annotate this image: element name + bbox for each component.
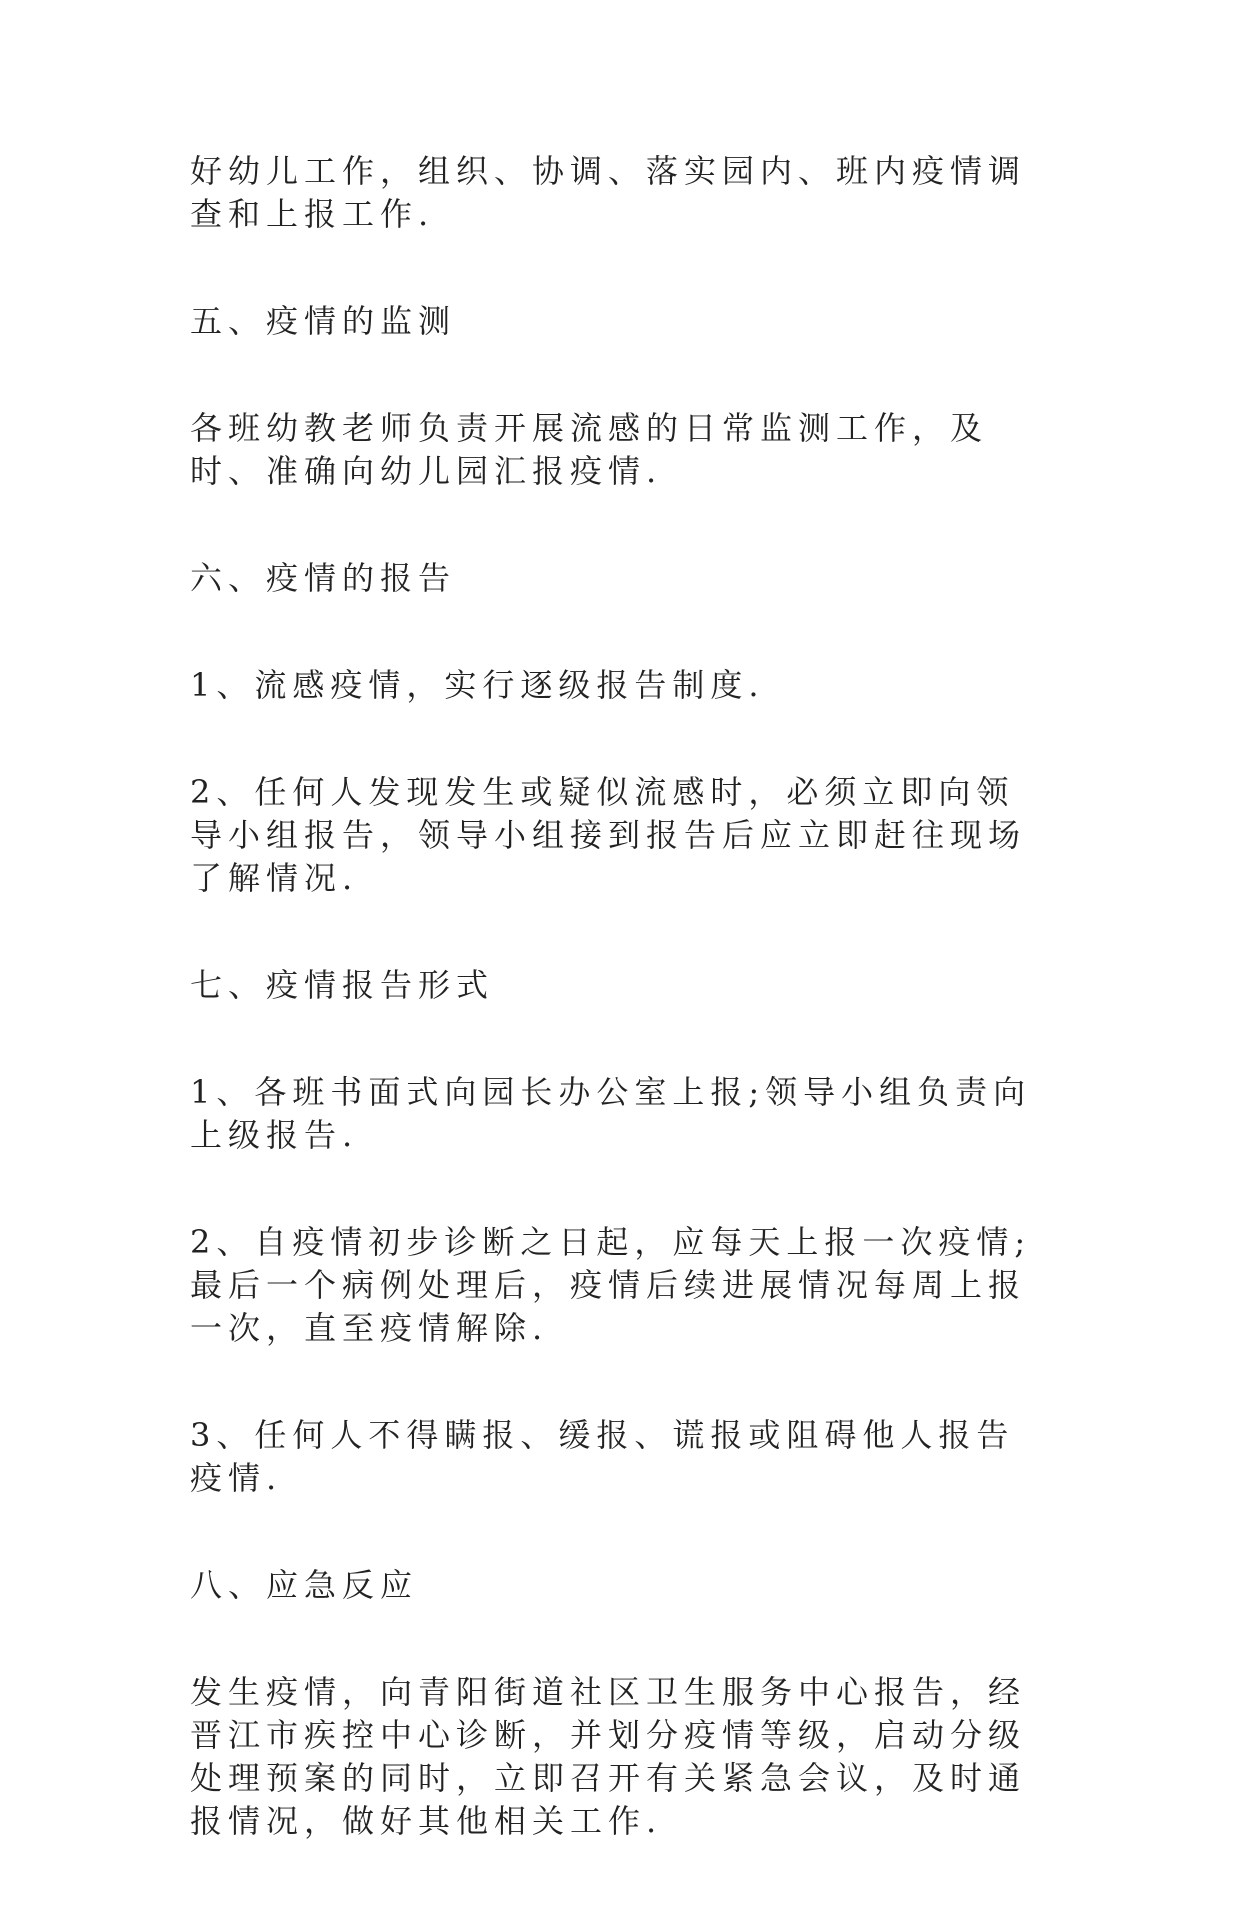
paragraph-monitoring: 各班幼教老师负责开展流感的日常监测工作，及时、准确向幼儿园汇报疫情.: [190, 409, 989, 490]
paragraph-format-2: 2、自疫情初步诊断之日起，应每天上报一次疫情;最后一个病例处理后，疫情后续进展情况每周上报一次，直至疫情解除.: [190, 1223, 1032, 1347]
paragraph-emergency: 发生疫情，向青阳街道社区卫生服务中心报告，经晋江市疾控中心诊断，并划分疫情等级，启动分级处理预案的同时，立即召开有关紧急会议，及时通报情况，做好其他相关工作.: [190, 1673, 1027, 1840]
document-body: [190, 150, 1050, 1907]
paragraph-format-1: 1、各班书面式向园长办公室上报;领导小组负责向上级报告.: [190, 1073, 1032, 1154]
paragraph-format-3: 3、任何人不得瞒报、缓报、谎报或阻碍他人报告疫情.: [190, 1416, 1015, 1497]
section-heading-monitoring: 五、疫情的监测: [190, 302, 457, 340]
section-heading-reporting: 六、疫情的报告: [190, 559, 457, 597]
section-heading-emergency: 八、应急反应: [190, 1566, 419, 1604]
paragraph-reporting-1: 1、流感疫情，实行逐级报告制度.: [190, 666, 765, 704]
paragraph-reporting-2: 2、任何人发现发生或疑似流感时，必须立即向领导小组报告，领导小组接到报告后应立即赶往现场了解情况.: [190, 773, 1027, 897]
section-heading-report-format: 七、疫情报告形式: [190, 966, 495, 1004]
paragraph-continuation: 好幼儿工作，组织、协调、落实园内、班内疫情调查和上报工作.: [190, 152, 1027, 233]
